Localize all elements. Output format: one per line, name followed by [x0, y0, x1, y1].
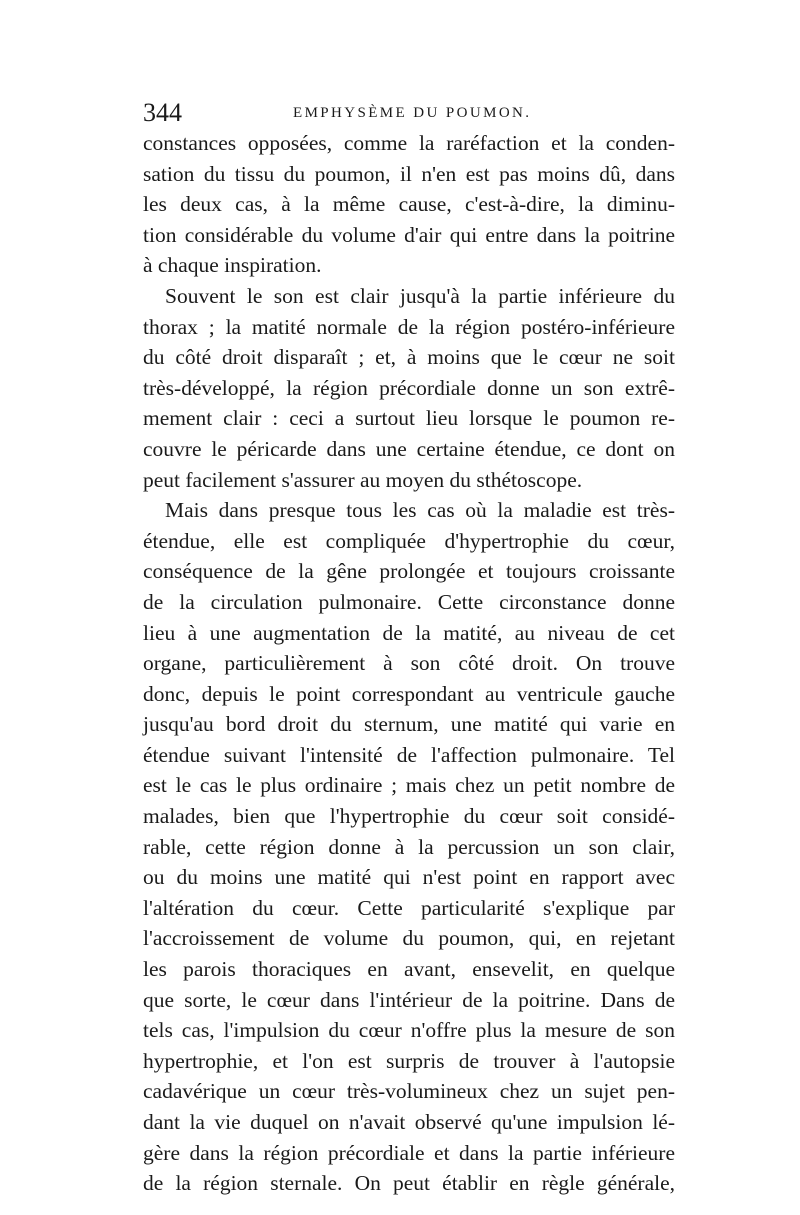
- text-line: mement clair : ceci a surtout lieu lorsque le poumon re-: [143, 406, 675, 431]
- text-line: organe, particulièrement à son côté droit. On trouve: [143, 651, 675, 676]
- text-line: l'accroissement de volume du poumon, qui, en rejetant: [143, 926, 675, 951]
- text-line: sation du tissu du poumon, il n'en est pas moins dû, dans: [143, 161, 675, 186]
- paragraph-2: [143, 281, 675, 495]
- text-line: l'altération du cœur. Cette particularité s'explique par: [143, 895, 675, 920]
- text-line: tels cas, l'impulsion du cœur n'offre plus la mesure de son: [143, 1018, 675, 1043]
- running-head: EMPHYSÈME DU POUMON.: [293, 105, 532, 121]
- text-line: constances opposées, comme la raréfaction et la conden-: [143, 131, 675, 155]
- text-line: hypertrophie, et l'on est surpris de trouver à l'autopsie: [143, 1048, 675, 1073]
- text-line: conséquence de la gêne prolongée et toujours croissante: [143, 559, 675, 584]
- text-line: cadavérique un cœur très-volumineux chez un sujet pen-: [143, 1079, 675, 1104]
- text-line: du côté droit disparaît ; et, à moins que le cœur ne soit: [143, 345, 675, 370]
- text-line: les deux cas, à la même cause, c'est-à-dire, la diminu-: [143, 192, 675, 217]
- page-header: [143, 98, 668, 128]
- text-line: dant la vie duquel on n'avait observé qu'une impulsion lé-: [143, 1110, 675, 1134]
- text-line: donc, depuis le point correspondant au ventricule gauche: [143, 681, 675, 706]
- text-line: de la circulation pulmonaire. Cette circonstance donne: [143, 589, 675, 614]
- text-line: de la région sternale. On peut établir en règle générale,: [143, 1171, 675, 1196]
- text-line: que sorte, le cœur dans l'intérieur de la poitrine. Dans de: [143, 987, 675, 1012]
- text-line: malades, bien que l'hypertrophie du cœur soit considé-: [143, 804, 675, 829]
- paragraph-3: [143, 495, 675, 1199]
- text-line: est le cas le plus ordinaire ; mais chez un petit nombre de: [143, 773, 675, 798]
- text-line: couvre le péricarde dans une certaine étendue, ce dont on: [143, 436, 675, 461]
- text-line: jusqu'au bord droit du sternum, une matité qui varie en: [143, 712, 675, 737]
- page-number: 344: [143, 98, 182, 127]
- text-line: les parois thoraciques en avant, ensevelit, en quelque: [143, 957, 675, 982]
- text-line: ou du moins une matité qui n'est point en rapport avec: [143, 865, 675, 890]
- body-text: [143, 128, 675, 1199]
- text-line: très-développé, la région précordiale donne un son extrê-: [143, 375, 675, 400]
- paragraph-1: [143, 128, 675, 281]
- text-line: rable, cette région donne à la percussion un son clair,: [143, 834, 675, 859]
- text-line: à chaque inspiration.: [143, 253, 322, 278]
- text-line: étendue, elle est compliquée d'hypertrophie du cœur,: [143, 528, 675, 553]
- text-line: lieu à une augmentation de la matité, au niveau de cet: [143, 620, 675, 645]
- text-line: tion considérable du volume d'air qui entre dans la poitrine: [143, 222, 675, 247]
- text-line: étendue suivant l'intensité de l'affection pulmonaire. Tel: [143, 742, 675, 767]
- text-line: peut facilement s'assurer au moyen du sthétoscope.: [143, 467, 583, 492]
- text-line: Mais dans presque tous les cas où la maladie est très-: [165, 498, 675, 523]
- text-line: thorax ; la matité normale de la région postéro-inférieure: [143, 314, 675, 339]
- text-line: Souvent le son est clair jusqu'à la partie inférieure du: [165, 283, 675, 308]
- text-line: gère dans la région précordiale et dans la partie inférieure: [143, 1140, 675, 1165]
